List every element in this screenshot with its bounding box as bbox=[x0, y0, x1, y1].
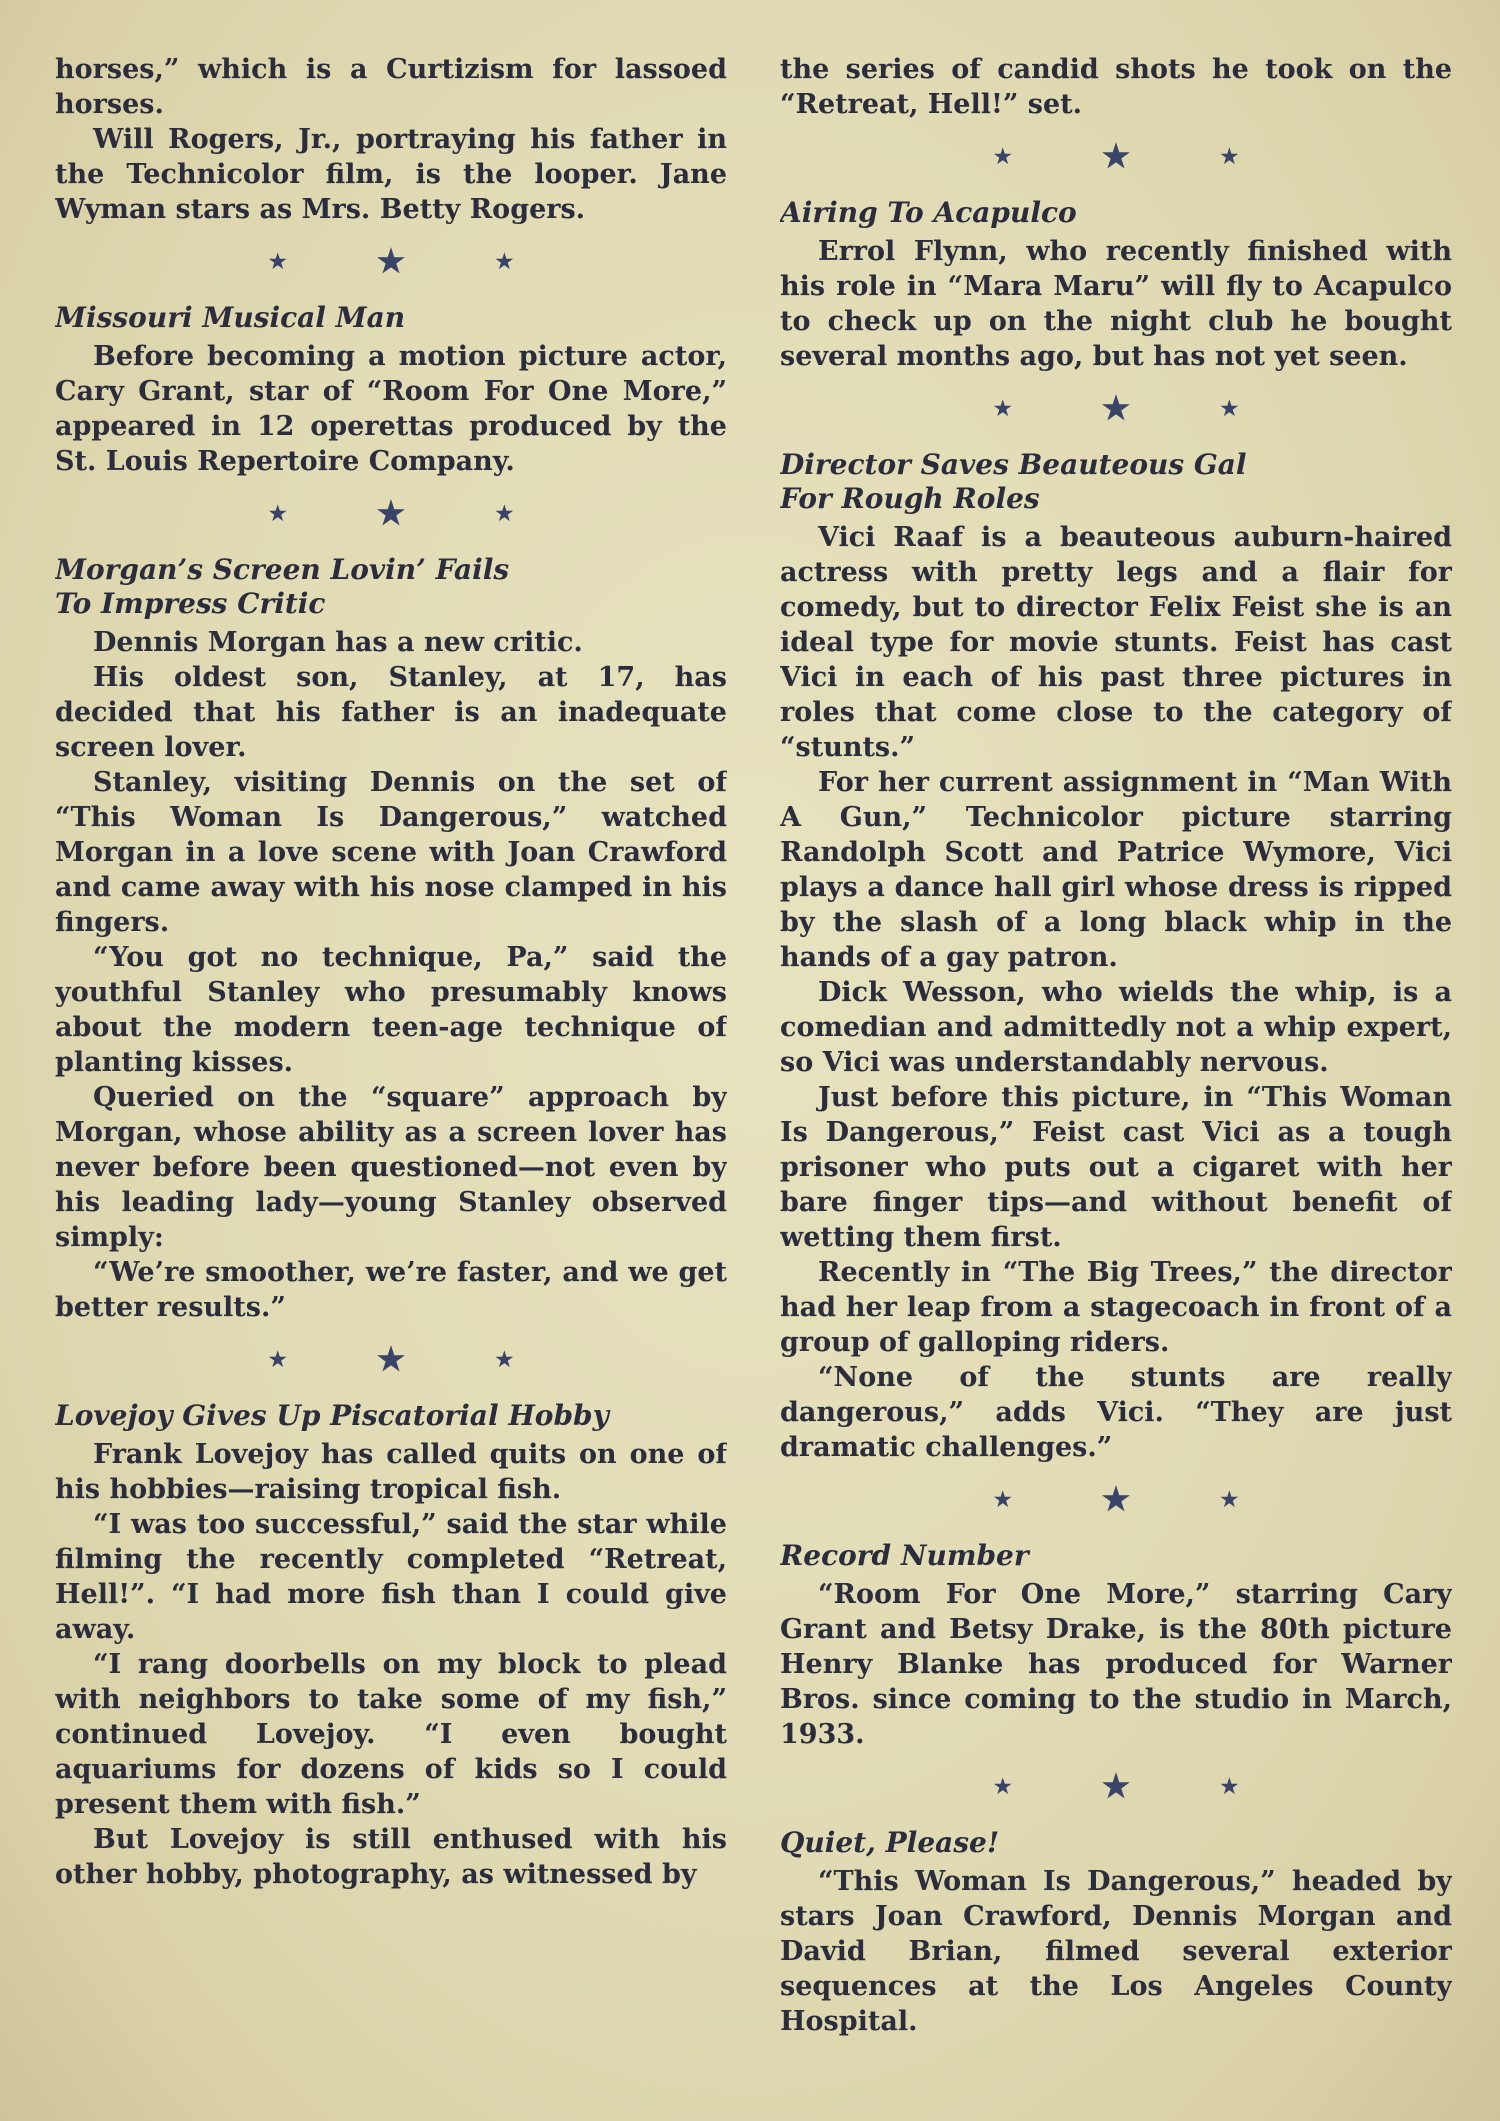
star-icon: ★ bbox=[1220, 396, 1239, 420]
star-icon: ★ bbox=[1101, 137, 1131, 175]
article-paragraph: “Room For One More,” starring Cary Grant and Betsy Drake, is the 80th picture Henry Blanke has produced for Warner Bros. since coming to the studio in March, 1933. bbox=[780, 1579, 1452, 1750]
star-icon: ★ bbox=[1220, 1774, 1239, 1798]
section-divider bbox=[780, 136, 1452, 176]
article-paragraph: But Lovejoy is still enthused with his other hobby, photography, as witnessed by bbox=[55, 1824, 727, 1890]
star-icon: ★ bbox=[268, 249, 287, 273]
star-icon: ★ bbox=[1220, 144, 1239, 168]
heading-line: To Impress Critic bbox=[55, 587, 326, 620]
section-divider bbox=[780, 1479, 1452, 1519]
intro-paragraph-2: Will Rogers, Jr., portraying his father in the Technicolor film, is the looper. Jane Wyman stars as Mrs. Betty Rogers. bbox=[55, 124, 727, 225]
star-icon: ★ bbox=[993, 1487, 1012, 1511]
article-paragraph: Vici Raaf is a beauteous auburn-haired actress with pretty legs and a flair for comedy, but to director Felix Feist she is an ideal type for movie stunts. Feist has cast Vici in each of his past three pictures in roles that come close to the category of “stunts.” bbox=[780, 522, 1452, 763]
section-divider bbox=[55, 241, 727, 281]
star-icon: ★ bbox=[1101, 1767, 1131, 1805]
article-heading bbox=[780, 448, 1452, 516]
star-icon: ★ bbox=[268, 1347, 287, 1371]
continuation-paragraph: the series of candid shots he took on the “Retreat, Hell!” set. bbox=[780, 54, 1452, 120]
star-icon: ★ bbox=[1101, 1480, 1131, 1518]
article-paragraph: Queried on the “square” approach by Morgan, whose ability as a screen lover has never before been questioned—not even by his leading lady—young Stanley observed simply: bbox=[55, 1082, 727, 1253]
article-heading: Missouri Musical Man bbox=[55, 301, 406, 334]
section-divider bbox=[55, 493, 727, 533]
star-icon: ★ bbox=[1220, 1487, 1239, 1511]
star-icon: ★ bbox=[1101, 389, 1131, 427]
article-paragraph: For her current assignment in “Man With A Gun,” Technicolor picture starring Randolph Scott and Patrice Wymore, Vici plays a dance hall girl whose dress is ripped by the slash of a long black whip in the hands of a gay patron. bbox=[780, 767, 1452, 973]
article-paragraph: His oldest son, Stanley, at 17, has decided that his father is an inadequate screen lover. bbox=[55, 662, 727, 763]
section-divider bbox=[780, 1766, 1452, 1806]
heading-line: For Rough Roles bbox=[780, 482, 1040, 515]
article-paragraph: Dick Wesson, who wields the whip, is a comedian and admittedly not a whip expert, so Vici was understandably nervous. bbox=[780, 977, 1452, 1078]
left-column bbox=[55, 52, 727, 2092]
article-heading: Airing To Acapulco bbox=[780, 196, 1077, 229]
star-icon: ★ bbox=[376, 242, 406, 280]
star-icon: ★ bbox=[993, 1774, 1012, 1798]
star-icon: ★ bbox=[993, 144, 1012, 168]
article-paragraph: Dennis Morgan has a new critic. bbox=[93, 627, 583, 658]
article-paragraph: “None of the stunts are really dangerous,” adds Vici. “They are just dramatic challenges.” bbox=[780, 1362, 1452, 1463]
article-heading bbox=[55, 553, 727, 621]
article-paragraph: Errol Flynn, who recently finished with his role in “Mara Maru” will fly to Acapulco to check up on the night club he bought several months ago, but has not yet seen. bbox=[780, 236, 1452, 372]
section-divider bbox=[780, 388, 1452, 428]
star-icon: ★ bbox=[376, 494, 406, 532]
article-paragraph: Just before this picture, in “This Woman Is Dangerous,” Feist cast Vici as a tough prisoner who puts out a cigaret with her bare finger tips—and without benefit of wetting them first. bbox=[780, 1082, 1452, 1253]
article-paragraph: “I rang doorbells on my block to plead with neighbors to take some of my fish,” continued Lovejoy. “I even bought aquariums for dozens of kids so I could present them with fish.” bbox=[55, 1649, 727, 1820]
right-column bbox=[780, 52, 1452, 2092]
article-heading: Lovejoy Gives Up Piscatorial Hobby bbox=[55, 1399, 609, 1432]
intro-paragraph-1: horses,” which is a Curtizism for lassoed horses. bbox=[55, 54, 727, 120]
star-icon: ★ bbox=[495, 249, 514, 273]
heading-line: Morgan’s Screen Lovin’ Fails bbox=[55, 553, 510, 586]
star-icon: ★ bbox=[993, 396, 1012, 420]
article-paragraph: Recently in “The Big Trees,” the director had her leap from a stagecoach in front of a group of galloping riders. bbox=[780, 1257, 1452, 1358]
article-paragraph: Stanley, visiting Dennis on the set of “This Woman Is Dangerous,” watched Morgan in a love scene with Joan Crawford and came away with his nose clamped in his fingers. bbox=[55, 767, 727, 938]
article-paragraph: Before becoming a motion picture actor, Cary Grant, star of “Room For One More,” appeared in 12 operettas produced by the St. Louis Repertoire Company. bbox=[55, 341, 727, 477]
star-icon: ★ bbox=[376, 1340, 406, 1378]
article-paragraph: “This Woman Is Dangerous,” headed by stars Joan Crawford, Dennis Morgan and David Brian, filmed several exterior sequences at the Los Angeles County Hospital. bbox=[780, 1866, 1452, 2037]
star-icon: ★ bbox=[495, 1347, 514, 1371]
section-divider bbox=[55, 1339, 727, 1379]
star-icon: ★ bbox=[495, 501, 514, 525]
article-heading: Quiet, Please! bbox=[780, 1826, 1000, 1859]
article-paragraph: Frank Lovejoy has called quits on one of his hobbies—raising tropical fish. bbox=[55, 1439, 727, 1505]
article-paragraph: “I was too successful,” said the star while filming the recently completed “Retreat, Hell!”. “I had more fish than I could give away. bbox=[55, 1509, 727, 1645]
star-icon: ★ bbox=[268, 501, 287, 525]
article-paragraph: “We’re smoother, we’re faster, and we get better results.” bbox=[55, 1257, 727, 1323]
heading-line: Director Saves Beauteous Gal bbox=[780, 448, 1247, 481]
article-heading: Record Number bbox=[780, 1539, 1029, 1572]
article-paragraph: “You got no technique, Pa,” said the youthful Stanley who presumably knows about the modern teen-age technique of planting kisses. bbox=[55, 942, 727, 1078]
